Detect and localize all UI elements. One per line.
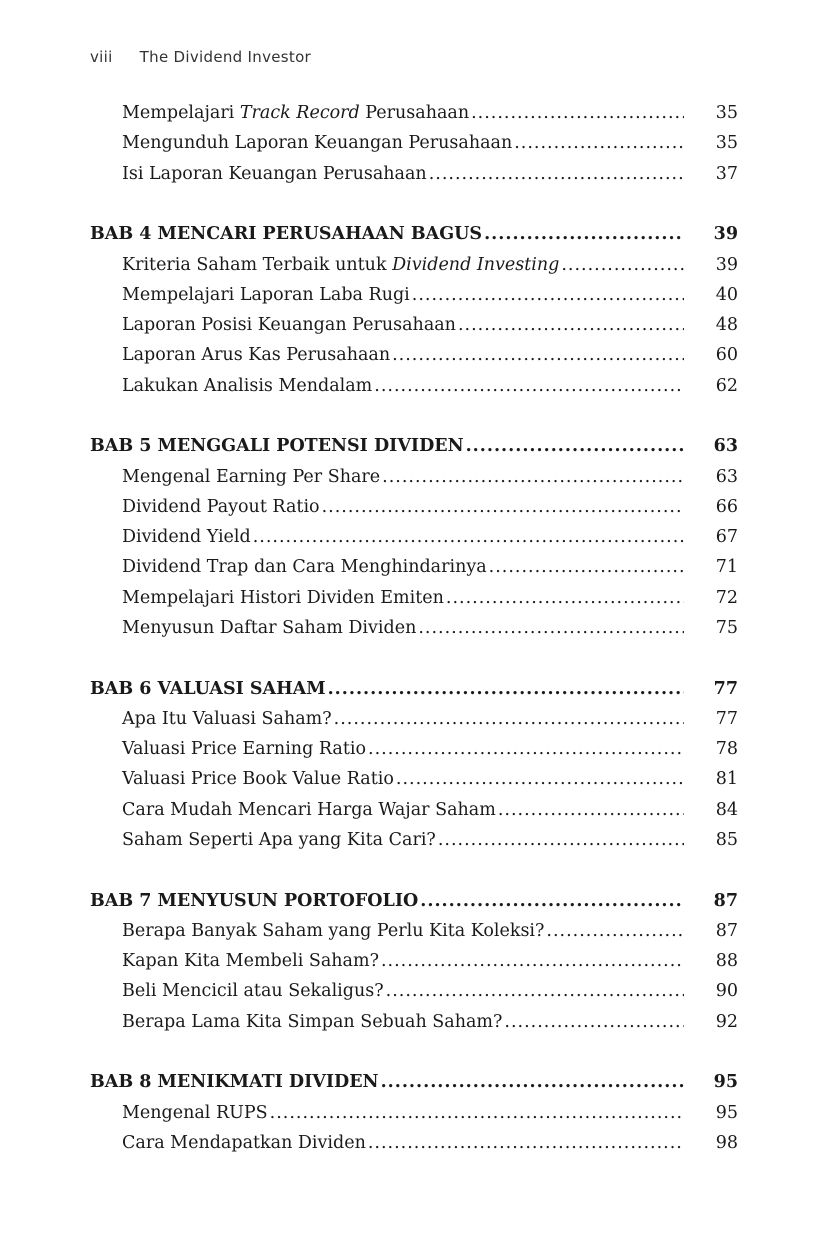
toc-page-number: 87 bbox=[713, 890, 738, 911]
dot-leader bbox=[392, 340, 684, 370]
toc-entry-title bbox=[90, 431, 464, 461]
toc-section-entry[interactable] bbox=[90, 734, 738, 764]
book-title: The Dividend Investor bbox=[139, 48, 312, 66]
toc-section-entry[interactable] bbox=[90, 916, 738, 946]
toc-chapter-entry[interactable] bbox=[90, 431, 738, 461]
toc-section-entry[interactable] bbox=[90, 159, 738, 189]
toc-title-text: Valuasi Price Earning Ratio bbox=[122, 739, 367, 759]
toc-page-number: 98 bbox=[715, 1132, 738, 1153]
toc-title-text: Kriteria Saham Terbaik untuk bbox=[122, 254, 393, 275]
dot-leader bbox=[368, 1128, 684, 1158]
toc-title-text: Valuasi Price Book Value Ratio bbox=[122, 769, 394, 790]
toc-page-number: 75 bbox=[715, 617, 738, 638]
toc-entry-title bbox=[122, 462, 380, 492]
toc-title-text: Laporan Arus Kas Perusahaan bbox=[122, 345, 391, 366]
toc-entry-title bbox=[122, 522, 251, 552]
toc-page-number: 77 bbox=[713, 678, 738, 699]
toc-title-text: BAB 8 MENIKMATI DIVIDEN bbox=[90, 1072, 379, 1093]
toc-section-entry[interactable] bbox=[90, 825, 738, 855]
toc-entry-title bbox=[122, 371, 372, 401]
toc-chapter-entry[interactable] bbox=[90, 886, 738, 916]
toc-entry-title bbox=[122, 1098, 268, 1128]
dot-leader bbox=[446, 583, 684, 613]
dot-leader bbox=[429, 159, 684, 189]
toc-entry-title bbox=[122, 250, 559, 280]
toc-section-entry[interactable] bbox=[90, 522, 738, 552]
toc-chapter-entry[interactable] bbox=[90, 1067, 738, 1097]
toc-title-text: Dividend Yield bbox=[122, 527, 251, 547]
toc-entry-title bbox=[122, 552, 487, 582]
dot-leader bbox=[546, 916, 684, 946]
toc-section-entry[interactable] bbox=[90, 1098, 738, 1128]
toc-title-text: BAB 6 VALUASI SAHAM bbox=[90, 678, 326, 699]
dot-leader bbox=[418, 613, 684, 643]
toc-title-text: Berapa Lama Kita Simpan Sebuah Saham? bbox=[122, 1011, 503, 1032]
dot-leader bbox=[396, 764, 684, 794]
toc-page-number: 39 bbox=[715, 254, 738, 275]
toc-page-number: 71 bbox=[715, 557, 738, 578]
section-gap bbox=[90, 855, 738, 886]
dot-leader bbox=[386, 976, 684, 1006]
toc-section-entry[interactable] bbox=[90, 946, 738, 976]
dot-leader bbox=[514, 128, 684, 158]
toc-chapter-entry[interactable] bbox=[90, 674, 738, 704]
toc-page-number: 35 bbox=[715, 103, 738, 123]
toc-page-number: 95 bbox=[715, 1102, 738, 1123]
toc-page-number: 35 bbox=[715, 133, 738, 154]
toc-section-entry[interactable] bbox=[90, 552, 738, 582]
toc-section-entry[interactable] bbox=[90, 371, 738, 401]
toc-page-number: 77 bbox=[715, 708, 738, 729]
toc-section-entry[interactable] bbox=[90, 462, 738, 492]
toc-page-number: 63 bbox=[713, 436, 738, 457]
toc-title-text: Mengenal RUPS bbox=[122, 1102, 268, 1123]
dot-leader bbox=[420, 886, 684, 916]
toc-title-text: Mempelajari Histori Dividen Emiten bbox=[122, 587, 444, 608]
toc-page-number: 37 bbox=[715, 163, 738, 184]
table-of-contents bbox=[90, 98, 738, 1158]
toc-section-entry[interactable] bbox=[90, 250, 738, 280]
toc-page-number: 87 bbox=[715, 920, 738, 941]
dot-leader bbox=[381, 946, 684, 976]
toc-title-text: Mengunduh Laporan Keuangan Perusahaan bbox=[122, 133, 513, 154]
toc-title-text: Lakukan Analisis Mendalam bbox=[122, 375, 373, 396]
toc-title-text: Mempelajari bbox=[122, 103, 240, 123]
toc-title-text: Kapan Kita Membeli Saham? bbox=[122, 951, 379, 971]
toc-title-italic: Dividend Investing bbox=[392, 254, 560, 275]
toc-section-entry[interactable] bbox=[90, 98, 738, 128]
dot-leader bbox=[484, 219, 684, 249]
toc-entry-title bbox=[122, 825, 436, 855]
toc-section-entry[interactable] bbox=[90, 492, 738, 522]
section-gap bbox=[90, 189, 738, 220]
toc-section-entry[interactable] bbox=[90, 795, 738, 825]
toc-title-text-after: Perusahaan bbox=[359, 103, 470, 123]
dot-leader bbox=[334, 704, 684, 734]
toc-entry-title bbox=[122, 764, 394, 794]
toc-title-text: Saham Seperti Apa yang Kita Cari? bbox=[122, 829, 436, 850]
toc-title-text: Mempelajari Laporan Laba Rugi bbox=[122, 284, 410, 305]
toc-page-number: 90 bbox=[715, 981, 738, 1002]
toc-section-entry[interactable] bbox=[90, 704, 738, 734]
dot-leader bbox=[504, 1007, 684, 1037]
dot-leader bbox=[368, 734, 684, 764]
toc-title-text: BAB 5 MENGGALI POTENSI DIVIDEN bbox=[90, 436, 464, 457]
toc-title-text: Apa Itu Valuasi Saham? bbox=[122, 708, 332, 729]
toc-page-number: 88 bbox=[715, 951, 738, 971]
toc-title-text: Dividend Trap dan Cara Menghindarinya bbox=[122, 557, 487, 578]
toc-entry-title bbox=[122, 128, 512, 158]
section-gap bbox=[90, 1037, 738, 1068]
dot-leader bbox=[412, 280, 684, 310]
toc-title-text: Dividend Payout Ratio bbox=[122, 496, 320, 517]
section-gap bbox=[90, 401, 738, 432]
dot-leader bbox=[489, 552, 684, 582]
toc-page-number: 81 bbox=[715, 769, 738, 790]
dot-leader bbox=[458, 310, 684, 340]
toc-entry-title bbox=[122, 492, 320, 522]
toc-title-text: BAB 7 MENYUSUN PORTOFOLIO bbox=[90, 890, 419, 911]
toc-page-number: 67 bbox=[715, 527, 738, 547]
toc-entry-title bbox=[122, 795, 496, 825]
dot-leader bbox=[498, 795, 684, 825]
dot-leader bbox=[466, 431, 684, 461]
toc-title-text: Isi Laporan Keuangan Perusahaan bbox=[122, 163, 427, 184]
section-gap bbox=[90, 643, 738, 674]
toc-title-text: Laporan Posisi Keuangan Perusahaan bbox=[122, 315, 456, 335]
toc-section-entry[interactable] bbox=[90, 1007, 738, 1037]
dot-leader bbox=[471, 98, 684, 128]
toc-entry-title bbox=[90, 1067, 379, 1097]
toc-entry-title bbox=[122, 280, 410, 310]
toc-entry-title bbox=[90, 886, 418, 916]
toc-page-number: 78 bbox=[715, 739, 738, 759]
toc-section-entry[interactable] bbox=[90, 613, 738, 643]
toc-entry-title bbox=[122, 1128, 366, 1158]
toc-title-text: Menyusun Daftar Saham Dividen bbox=[122, 617, 417, 638]
toc-title-text: Beli Mencicil atau Sekaligus? bbox=[122, 981, 384, 1002]
dot-leader bbox=[322, 492, 684, 522]
dot-leader bbox=[374, 371, 684, 401]
toc-entry-title bbox=[122, 734, 366, 764]
toc-entry-title bbox=[122, 946, 379, 976]
toc-entry-title bbox=[90, 674, 326, 704]
toc-entry-title bbox=[122, 976, 384, 1006]
toc-entry-title bbox=[122, 159, 427, 189]
dot-leader bbox=[382, 462, 684, 492]
toc-entry-title bbox=[122, 340, 390, 370]
toc-section-entry[interactable] bbox=[90, 1128, 738, 1158]
toc-title-text: Cara Mendapatkan Dividen bbox=[122, 1132, 366, 1153]
toc-page-number: 72 bbox=[715, 587, 738, 608]
toc-title-text: Mengenal Earning Per Share bbox=[122, 466, 381, 487]
toc-entry-title bbox=[122, 916, 544, 946]
toc-title-text: Berapa Banyak Saham yang Perlu Kita Koleksi? bbox=[122, 920, 545, 941]
dot-leader bbox=[381, 1067, 684, 1097]
toc-entry-title bbox=[122, 98, 469, 128]
toc-entry-title bbox=[90, 219, 482, 249]
toc-section-entry[interactable] bbox=[90, 340, 738, 370]
dot-leader bbox=[253, 522, 684, 552]
toc-page-number: 48 bbox=[715, 315, 738, 335]
toc-page-number: 40 bbox=[715, 284, 738, 305]
toc-page-number: 39 bbox=[713, 224, 738, 245]
toc-page-number: 85 bbox=[715, 829, 738, 850]
toc-page-number: 62 bbox=[715, 375, 738, 396]
toc-section-entry[interactable] bbox=[90, 280, 738, 310]
toc-chapter-entry[interactable] bbox=[90, 219, 738, 249]
toc-section-entry[interactable] bbox=[90, 764, 738, 794]
toc-section-entry[interactable] bbox=[90, 310, 738, 340]
dot-leader bbox=[270, 1098, 684, 1128]
toc-page-number: 63 bbox=[715, 466, 738, 487]
toc-entry-title bbox=[122, 704, 332, 734]
toc-entry-title bbox=[122, 310, 456, 340]
toc-entry-title bbox=[122, 1007, 502, 1037]
toc-section-entry[interactable] bbox=[90, 583, 738, 613]
toc-page-number: 84 bbox=[715, 799, 738, 820]
toc-page-number: 92 bbox=[715, 1011, 738, 1032]
toc-entry-title bbox=[122, 583, 444, 613]
dot-leader bbox=[438, 825, 684, 855]
toc-page-number: 60 bbox=[715, 345, 738, 366]
toc-section-entry[interactable] bbox=[90, 128, 738, 158]
toc-title-text: BAB 4 MENCARI PERUSAHAAN BAGUS bbox=[90, 224, 483, 245]
toc-entry-title bbox=[122, 613, 416, 643]
toc-page-number: 95 bbox=[713, 1072, 738, 1093]
toc-section-entry[interactable] bbox=[90, 976, 738, 1006]
toc-title-italic: Track Record bbox=[239, 103, 360, 123]
toc-page-number: 66 bbox=[715, 496, 738, 517]
page-folio: viii bbox=[90, 48, 113, 66]
toc-title-text: Cara Mudah Mencari Harga Wajar Saham bbox=[122, 799, 496, 820]
dot-leader bbox=[328, 674, 684, 704]
dot-leader bbox=[561, 250, 684, 280]
running-head bbox=[90, 48, 311, 66]
